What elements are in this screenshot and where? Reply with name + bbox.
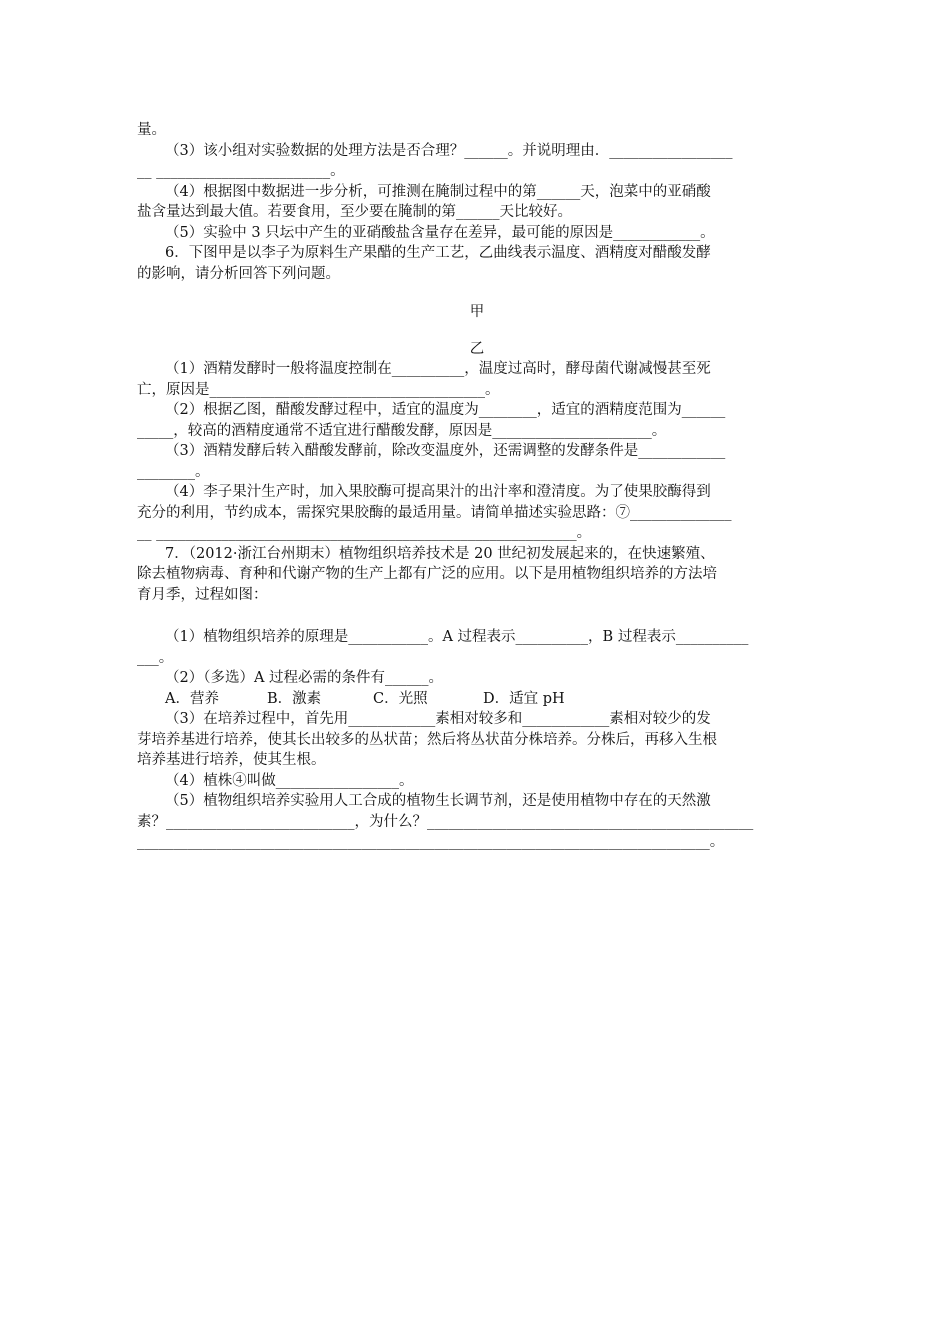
text-line: _______________________________________________________________________________。 xyxy=(137,834,725,850)
question-5-4: （4）根据图中数据进一步分析，可推测在腌制过程中的第______天，泡菜中的亚硝酸 xyxy=(165,183,711,200)
question-7: 7．（2012·浙江台州期末）植物组织培养技术是 20 世纪初发展起来的，在快速繁殖、 xyxy=(165,545,715,562)
text-line: __ __________________________________________________________。 xyxy=(137,525,592,541)
question-5-3: （3）该小组对实验数据的处理方法是否合理？______。并说明理由．_________________ xyxy=(165,142,733,159)
text-line: 素？__________________________，为什么？_____________________________________________ xyxy=(137,813,754,830)
question-7-3: （3）在培养过程中，首先用____________素相对较多和____________素相对较少的发 xyxy=(165,711,711,727)
text-line: ___。 xyxy=(137,649,174,666)
text-line: 培养基进行培养，使其生根。 xyxy=(137,752,326,768)
question-6-3: （3）酒精发酵后转入醋酸发酵前，除改变温度外，还需调整的发酵条件是____________ xyxy=(165,443,726,459)
text-line: 芽培养基进行培养，使其长出较多的丛状苗；然后将丛状苗分株培养。分株后，再移入生根 xyxy=(137,731,717,748)
question-7-1: （1）植物组织培养的原理是___________。A 过程表示__________，B 过程表示__________ xyxy=(165,629,749,645)
option-a: A．营养 xyxy=(165,690,219,707)
text-line: ________。 xyxy=(137,463,210,480)
question-7-5: （5）植物组织培养实验用人工合成的植物生长调节剂，还是使用植物中存在的天然激 xyxy=(165,793,711,809)
text-line: _____，较高的酒精度通常不适宜进行醋酸发酵，原因是______________________。 xyxy=(137,422,667,439)
document-page xyxy=(137,120,817,853)
text-line: 量。 xyxy=(137,122,166,138)
question-6-2: （2）根据乙图，醋酸发酵过程中，适宜的温度为________，适宜的酒精度范围为______ xyxy=(165,402,726,418)
figure-label-jia: 甲 xyxy=(469,304,485,320)
question-7-4: （4）植株④叫做_________________。 xyxy=(165,772,414,789)
figure-label-yi: 乙 xyxy=(469,340,485,357)
question-7-2: （2）（多选）A 过程必需的条件有______。 xyxy=(165,670,444,686)
option-c: C．光照 xyxy=(373,690,428,707)
text-line: 盐含量达到最大值。若要食用，至少要在腌制的第______天比较好。 xyxy=(137,204,572,220)
question-6-1: （1）酒精发酵时一般将温度控制在__________，温度过高时，酵母菌代谢减慢甚至死 xyxy=(165,361,711,377)
option-d: D．适宜 pH xyxy=(483,690,565,707)
question-6-4: （4）李子果汁生产时，加入果胶酶可提高果汁的出汁率和澄清度。为了使果胶酶得到 xyxy=(165,484,711,500)
text-line: 充分的利用，节约成本，需探究果胶酶的最适用量。请简单描述实验思路：⑦______________ xyxy=(137,504,732,521)
question-6: 6．下图甲是以李子为原料生产果醋的生产工艺，乙曲线表示温度、酒精度对醋酸发酵 xyxy=(165,245,711,261)
option-b: B．激素 xyxy=(267,690,322,707)
text-line: 亡，原因是______________________________________。 xyxy=(137,381,500,398)
text-line: __ ________________________。 xyxy=(137,163,345,179)
text-line: 除去植物病毒、育种和代谢产物的生产上都有广泛的应用。以下是用植物组织培养的方法培 xyxy=(137,566,717,582)
answer-options xyxy=(137,689,817,710)
text-line: 育月季，过程如图： xyxy=(137,586,268,603)
question-5-5: （5）实验中 3 只坛中产生的亚硝酸盐含量存在差异，最可能的原因是____________。 xyxy=(165,224,715,241)
text-line: 的影响，请分析回答下列问题。 xyxy=(137,265,340,282)
